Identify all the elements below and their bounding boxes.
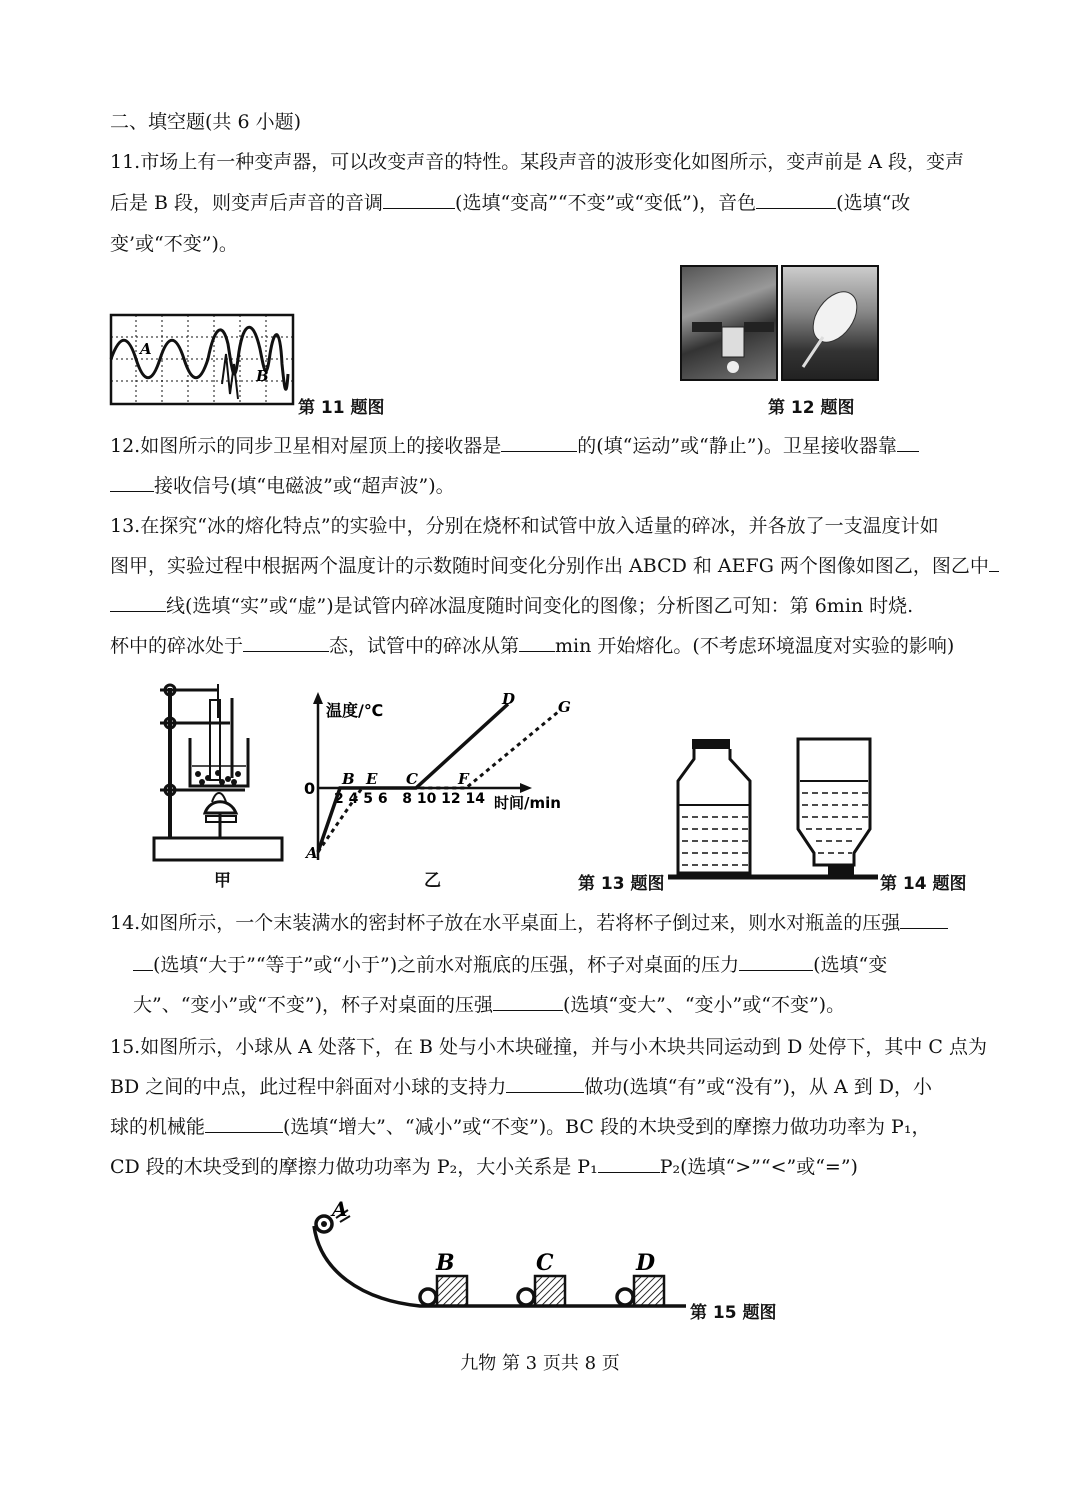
- q13-label-yi: 乙: [424, 871, 441, 891]
- q12-text-b: 的(填“运动”或“静止”)。卫星接收器靠: [577, 435, 897, 457]
- q11-text-c: (选填“改: [836, 192, 911, 214]
- q13-line-type-blank-start[interactable]: [989, 570, 999, 572]
- graph-origin-label: 0: [304, 779, 316, 798]
- q13-line-3: [110, 597, 913, 616]
- page-footer: 九物 第 3 页共 8 页: [460, 1353, 620, 1374]
- graph-y-label: 温度/℃: [326, 701, 384, 720]
- q15-ramp-figure: [300, 1197, 690, 1312]
- q11-figure-caption: 第 11 题图: [298, 398, 385, 418]
- section-title: 二、填空题(共 6 小题): [110, 111, 301, 133]
- q13-line-2: [110, 557, 999, 576]
- graph-point-d: D: [502, 690, 516, 708]
- block-c: [518, 1250, 565, 1306]
- q15-energy-blank[interactable]: [205, 1131, 283, 1133]
- q14-figure-caption: 第 14 题图: [880, 874, 967, 894]
- wave-label-b: B: [256, 367, 269, 385]
- graph-point-c: C: [406, 770, 418, 788]
- q15-text-e: CD 段的木块受到的摩擦力做功功率为 P₂，大小关系是 P₁: [110, 1156, 598, 1178]
- q15-line-4: [110, 1158, 858, 1177]
- graph-point-e: E: [366, 770, 378, 788]
- q14-pressure-blank-start[interactable]: [900, 927, 948, 929]
- q11-text-a: 后是 B 段，则变声后声音的音调: [110, 192, 384, 214]
- q14-line-1: [110, 914, 948, 933]
- q12-line-2: [110, 477, 455, 496]
- q14-force-blank[interactable]: [739, 969, 813, 971]
- q13-text-d: 态，试管中的碎冰从第: [329, 635, 520, 657]
- q13-line-type-blank[interactable]: [110, 610, 166, 612]
- q15-text-c: 球的机械能: [110, 1116, 206, 1138]
- q15-text-d: (选填“增大”、“减小”或“不变”)。BC 段的木块受到的摩擦力做功功率为 P₁，: [283, 1116, 931, 1138]
- q14-line-2: [133, 956, 887, 975]
- q12-motion-blank[interactable]: [501, 450, 577, 452]
- q14-text-a: 14.如图所示，一个末装满水的密封杯子放在水平桌面上，若将杯子倒过来，则水对瓶盖的压强: [110, 912, 901, 934]
- q13-figure-caption: 第 13 题图: [578, 874, 665, 894]
- q13-line-1: 13.在探究“冰的熔化特点”的实验中，分别在烧杯和试管中放入适量的碎冰，并各放了一支温度计如: [110, 515, 939, 537]
- q12-line-1: [110, 437, 919, 456]
- q15-text-f: P₂(选填“>”“<”或“=”): [659, 1156, 858, 1178]
- q12-satellite-photo: [680, 265, 778, 381]
- q14-text-d: 大”、“变小”或“不变”)，杯子对桌面的压强: [133, 994, 493, 1016]
- q13-text-e: min 开始熔化。(不考虑环境温度对实验的影响): [555, 635, 955, 657]
- ramp-label-b: B: [436, 1250, 455, 1276]
- graph-point-f: F: [458, 770, 469, 788]
- ramp-label-c: C: [536, 1250, 554, 1276]
- q12-dish-photo: [781, 265, 879, 381]
- q11-line-1: 11.市场上有一种变声器，可以改变声音的特性。某段声音的波形变化如图所示，变声前是 A 段，变声: [110, 151, 965, 173]
- q15-figure-caption: 第 15 题图: [690, 1303, 777, 1323]
- q15-text-b: 做功(选填“有”或“没有”)，从 A 到 D，小: [584, 1076, 933, 1098]
- q11-waveform-figure: [110, 314, 296, 406]
- q12-signal-blank-start[interactable]: [897, 450, 919, 452]
- q12-text-c: 接收信号(填“电磁波”或“超声波”)。: [154, 475, 455, 497]
- q11-line-2: [110, 194, 910, 213]
- q15-text-a: BD 之间的中点，此过程中斜面对小球的支持力: [110, 1076, 507, 1098]
- graph-point-g: G: [558, 698, 571, 716]
- q13-label-jia: 甲: [214, 871, 231, 891]
- q13-apparatus-figure: [150, 678, 290, 868]
- q14-pressure-blank[interactable]: [133, 969, 153, 971]
- ramp-label-a: A: [332, 1197, 348, 1221]
- q15-power-blank[interactable]: [598, 1171, 660, 1173]
- q15-line-1: 15.如图所示，小球从 A 处落下，在 B 处与小木块碰撞，并与小木块共同运动到 D 处停下，其中 C 点为: [110, 1036, 987, 1058]
- q13-state-blank[interactable]: [243, 650, 329, 652]
- q13-temperature-graph: [296, 690, 576, 870]
- q14-text-b: (选填“大于”“等于”或“小于”)之前水对瓶底的压强，杯子对桌面的压力: [153, 954, 740, 976]
- receiver-dish-icon: [783, 267, 877, 379]
- q15-work-blank[interactable]: [506, 1091, 584, 1093]
- q11-line-3: 变’或“不变”)。: [110, 233, 238, 255]
- q15-line-2: [110, 1078, 932, 1097]
- q12-signal-blank[interactable]: [110, 490, 154, 492]
- q15-line-3: [110, 1118, 930, 1137]
- block-d: [617, 1250, 664, 1306]
- q14-table-pressure-blank[interactable]: [493, 1009, 563, 1011]
- q13-text-b: 线(选填“实”或“虚”)是试管内碎冰温度随时间变化的图像；分析图乙可知：第 6min 时烧.: [166, 595, 914, 617]
- graph-point-b: B: [342, 770, 355, 788]
- q11-pitch-blank[interactable]: [383, 207, 455, 209]
- graph-x-label: 时间/min: [494, 794, 561, 812]
- graph-point-a: A: [306, 844, 318, 862]
- q13-minute-blank[interactable]: [519, 650, 555, 652]
- q11-text-b: (选填“变高”“不变”或“变低”)，音色: [455, 192, 757, 214]
- q12-text-a: 12.如图所示的同步卫星相对屋顶上的接收器是: [110, 435, 502, 457]
- q14-bottles-figure: [668, 735, 878, 885]
- q14-text-e: (选填“变大”、“变小”或“不变”)。: [562, 994, 846, 1016]
- q13-text-a: 图甲，实验过程中根据两个温度计的示数随时间变化分别作出 ABCD 和 AEFG 两个图像如图乙，图乙中: [110, 555, 989, 577]
- satellite-icon: [682, 267, 776, 379]
- x-axis-arrow-icon: [520, 783, 532, 793]
- q14-line-3: [133, 996, 845, 1015]
- q14-text-c: (选填“变: [813, 954, 888, 976]
- ramp-label-d: D: [636, 1250, 656, 1276]
- q12-figure-caption: 第 12 题图: [768, 398, 855, 418]
- y-axis-arrow-icon: [313, 692, 323, 704]
- q11-timbre-blank[interactable]: [756, 207, 836, 209]
- graph-x-ticks: 2 4 5 6 8 10 12 14: [334, 791, 486, 807]
- q13-text-c: 杯中的碎冰处于: [110, 635, 244, 657]
- block-b: [420, 1250, 467, 1306]
- q13-line-4: [110, 637, 954, 656]
- wave-label-a: A: [140, 340, 152, 358]
